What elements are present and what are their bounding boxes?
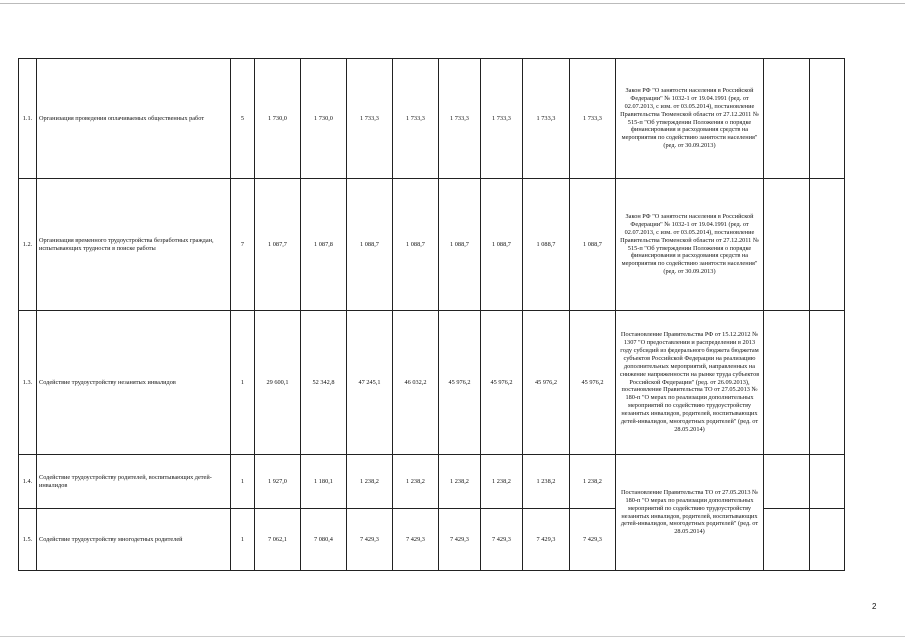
value-cell: 29 600,1 (255, 311, 301, 455)
unit-code: 1 (231, 509, 255, 571)
value-cell: 1 088,7 (393, 179, 439, 311)
value-cell: 1 733,3 (523, 59, 570, 179)
empty-cell (810, 311, 845, 455)
empty-cell (810, 59, 845, 179)
legal-basis: Постановление Правительства ТО от 27.05.2013 № 180-п "О мерах по реализации дополнительных мероприятий по содействию трудоустройству незанятых инвалидов, родителей, воспитывающих детей-инвалидов, многодетных родителей" (ред. от 28.05.2014) (616, 455, 764, 571)
value-cell: 45 976,2 (481, 311, 523, 455)
empty-cell (764, 179, 810, 311)
value-cell: 1 180,1 (301, 455, 347, 509)
value-cell: 1 733,3 (347, 59, 393, 179)
table-row (19, 455, 845, 509)
legal-basis: Закон РФ "О занятости населения в Российской Федерации" № 1032-1 от 19.04.1991 (ред. от 02.07.2013, с изм. от 03.05.2014), постановление Правительства Тюменской области от 27.12.2011 № 515-п "Об утверждении Положения о порядке финансирования и расходования средств на мероприятия по содействию занятости населения" (ред. от 30.09.2013) (616, 179, 764, 311)
value-cell: 1 238,2 (523, 455, 570, 509)
empty-cell (764, 509, 810, 571)
value-cell: 1 087,7 (255, 179, 301, 311)
row-number: 1.4. (19, 455, 37, 509)
value-cell: 7 429,3 (523, 509, 570, 571)
unit-code: 7 (231, 179, 255, 311)
value-cell: 1 238,2 (347, 455, 393, 509)
value-cell: 7 080,4 (301, 509, 347, 571)
value-cell: 47 245,1 (347, 311, 393, 455)
empty-cell (764, 455, 810, 509)
value-cell: 7 429,3 (439, 509, 481, 571)
value-cell: 1 733,3 (439, 59, 481, 179)
table-row (19, 311, 845, 455)
empty-cell (764, 311, 810, 455)
value-cell: 7 062,1 (255, 509, 301, 571)
value-cell: 1 088,7 (523, 179, 570, 311)
table-row (19, 59, 845, 179)
measure-name: Организация временного трудоустройства безработных граждан, испытывающих трудности в поиске работы (37, 179, 231, 311)
measure-name: Содействие трудоустройству многодетных родителей (37, 509, 231, 571)
value-cell: 1 238,2 (393, 455, 439, 509)
row-number: 1.1. (19, 59, 37, 179)
value-cell: 7 429,3 (347, 509, 393, 571)
page-top-edge (0, 3, 905, 4)
measure-name: Содействие трудоустройству незанятых инвалидов (37, 311, 231, 455)
value-cell: 45 976,2 (439, 311, 481, 455)
value-cell: 1 733,3 (393, 59, 439, 179)
value-cell: 1 238,2 (481, 455, 523, 509)
value-cell: 1 238,2 (570, 455, 616, 509)
value-cell: 1 088,7 (347, 179, 393, 311)
row-number: 1.5. (19, 509, 37, 571)
value-cell: 1 088,7 (481, 179, 523, 311)
page-bottom-edge (0, 636, 905, 637)
legal-basis: Постановление Правительства РФ от 15.12.2012 № 1307 "О предоставлении и распределении в 2013 году субсидий из федерального бюджета бюджетам субъектов Российской Федерации на реализацию дополнительных мероприятий, направленных на снижение напряженности на рынке труда субъектов Российской Федерации" (ред. от 26.09.2013), постановление Правительства ТО от 27.05.2013 № 180-п "О мерах по реализации дополнительных мероприятий по содействию трудоустройству незанятых инвалидов, родителей, воспитывающих детей-инвалидов, многодетных родителей" (ред. от 28.05.2014) (616, 311, 764, 455)
row-number: 1.3. (19, 311, 37, 455)
measures-table (18, 58, 845, 571)
value-cell: 45 976,2 (523, 311, 570, 455)
value-cell: 7 429,3 (570, 509, 616, 571)
value-cell: 7 429,3 (481, 509, 523, 571)
unit-code: 1 (231, 311, 255, 455)
measure-name: Содействие трудоустройству родителей, воспитывающих детей-инвалидов (37, 455, 231, 509)
value-cell: 1 087,8 (301, 179, 347, 311)
empty-cell (764, 59, 810, 179)
unit-code: 1 (231, 455, 255, 509)
value-cell: 1 238,2 (439, 455, 481, 509)
value-cell: 1 733,3 (570, 59, 616, 179)
page-number: 2 (872, 602, 877, 611)
value-cell: 7 429,3 (393, 509, 439, 571)
legal-basis: Закон РФ "О занятости населения в Российской Федерации" № 1032-1 от 19.04.1991 (ред. от 02.07.2013, с изм. от 03.05.2014), постановление Правительства Тюменской области от 27.12.2011 № 515-п "Об утверждении Положения о порядке финансирования и расходования средств на мероприятия по содействию занятости населения" (ред. от 30.09.2013) (616, 59, 764, 179)
empty-cell (810, 455, 845, 509)
value-cell: 1 088,7 (570, 179, 616, 311)
value-cell: 46 032,2 (393, 311, 439, 455)
empty-cell (810, 509, 845, 571)
empty-cell (810, 179, 845, 311)
value-cell: 1 730,0 (301, 59, 347, 179)
value-cell: 1 730,0 (255, 59, 301, 179)
value-cell: 1 733,3 (481, 59, 523, 179)
row-number: 1.2. (19, 179, 37, 311)
value-cell: 45 976,2 (570, 311, 616, 455)
value-cell: 52 342,8 (301, 311, 347, 455)
measure-name: Организация проведения оплачиваемых общественных работ (37, 59, 231, 179)
value-cell: 1 088,7 (439, 179, 481, 311)
unit-code: 5 (231, 59, 255, 179)
table-row (19, 179, 845, 311)
value-cell: 1 927,0 (255, 455, 301, 509)
